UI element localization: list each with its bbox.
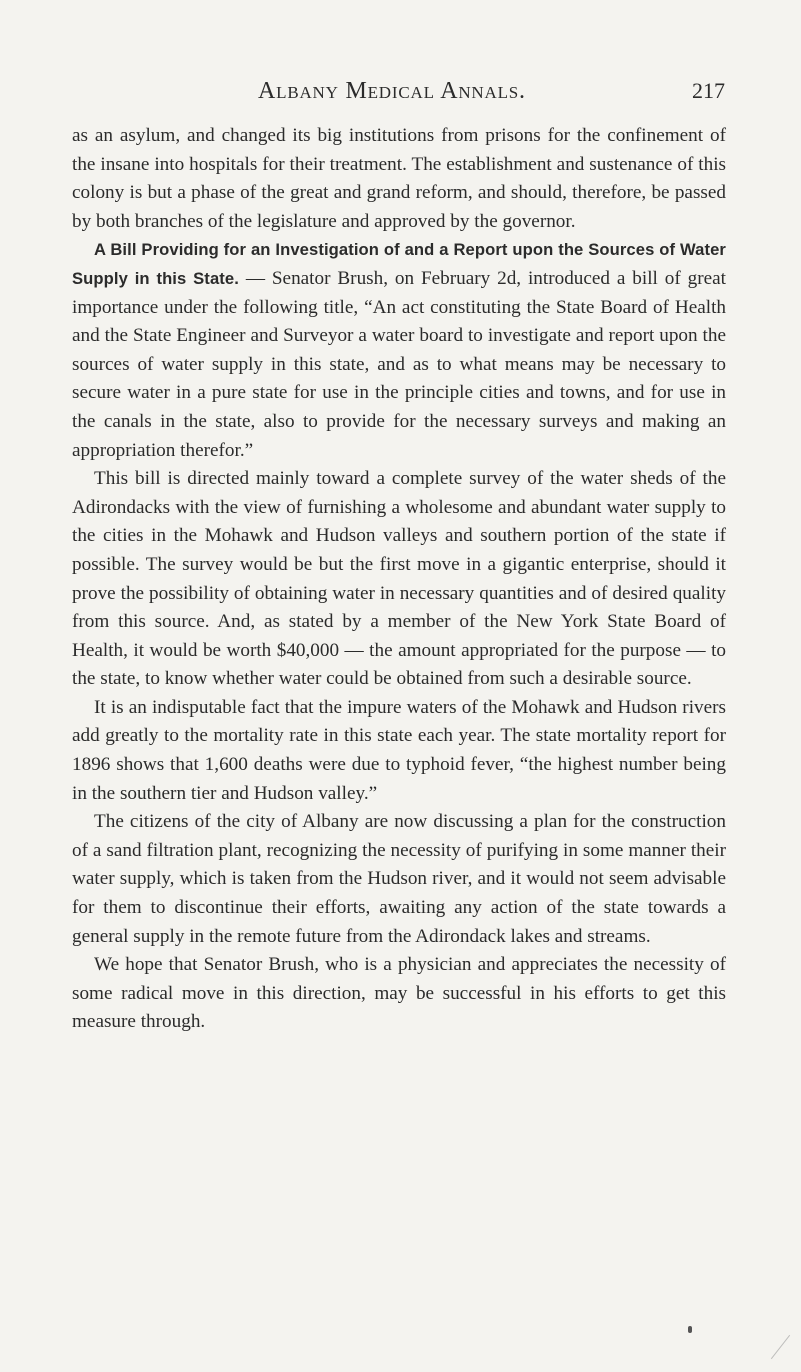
bill-notice-text: — Senator Brush, on February 2d, introduced a bill of great importance under the following title, “An act constituting the State Board of Health and the State Engineer and Surveyor a water board to investigate and report upon the sources of water supply in this state, and as to what means may be necessary to secure water in a pure state for use in the principle cities and towns, and for use in the canals in the state, also to provide for the necessary surveys and making an appropriation therefor.” [72, 267, 726, 461]
page-crease [771, 1335, 790, 1359]
ink-speck [688, 1326, 692, 1333]
paragraph-bill-notice [72, 236, 726, 465]
paragraph-closing: We hope that Senator Brush, who is a physician and appreciates the necessity of some radical move in this direction, may be successful in his efforts to get this measure through. [72, 954, 726, 1033]
paragraph-continued: as an asylum, and changed its big institutions from prisons for the confinement of the insane into hospitals for their treatment. The establishment and sustenance of this colony is but a phase of the great and grand reform, and should, therefore, be passed by both branches of the legislature and approved by the governor. [72, 125, 726, 232]
running-header [0, 78, 801, 112]
page-number: 217 [692, 78, 725, 103]
bill-heading: A Bill Providing for an Investigation of and a Report upon the Sources of Water Supply in this State. [72, 240, 726, 288]
running-title: Albany Medical Annals. [258, 78, 526, 104]
article-body [72, 122, 726, 1037]
paragraph-albany-filtration: The citizens of the city of Albany are now discussing a plan for the construction of a sand filtration plant, recognizing the necessity of purifying in some manner their water supply, which is taken from the Hudson river, and it would not seem advisable for them to discontinue their efforts, awaiting any action of the state towards a general supply in the remote future from the Adirondack lakes and streams. [72, 811, 726, 947]
paragraph-survey: This bill is directed mainly toward a complete survey of the water sheds of the Adirondacks with the view of furnishing a wholesome and abundant water supply to the cities in the Mohawk and Hudson valleys and southern portion of the state if possible. The survey would be but the first move in a gigantic enterprise, should it prove the possibility of obtaining water in necessary quantities and of desired quality from this source. And, as stated by a member of the New York State Board of Health, it would be worth $40,000 — the amount appropriated for the purpose — to the state, to know whether water could be obtained from such a desirable source. [72, 468, 726, 690]
paragraph-mortality: It is an indisputable fact that the impure waters of the Mohawk and Hudson rivers add greatly to the mortality rate in this state each year. The state mortality report for 1896 shows that 1,600 deaths were due to typhoid fever, “the highest number being in the southern tier and Hudson valley.” [72, 696, 726, 804]
